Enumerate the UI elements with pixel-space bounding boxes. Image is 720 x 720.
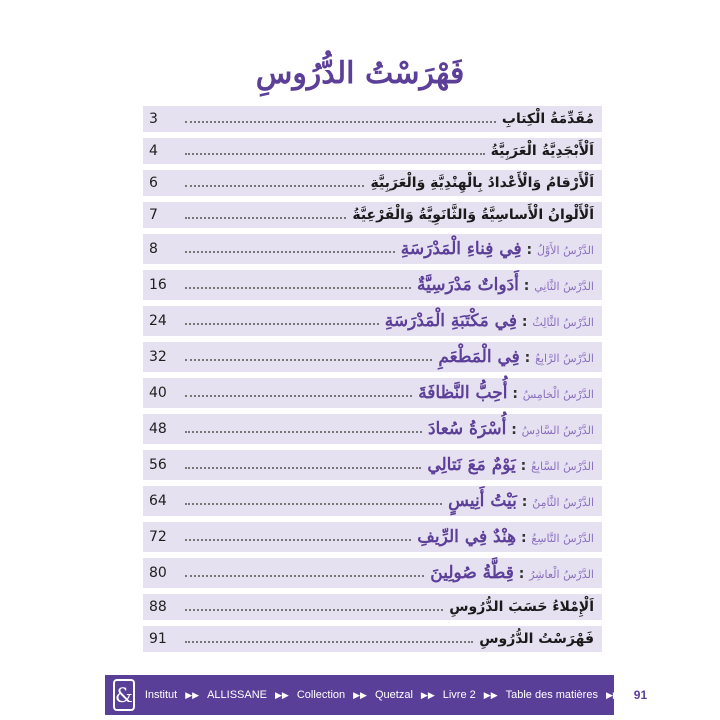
page-number: 88 [149, 599, 167, 615]
page-number: 56 [149, 457, 167, 473]
dot-leader [185, 493, 442, 505]
toc-row-lesson[interactable] [143, 522, 602, 552]
separator: : [521, 494, 528, 510]
lesson-label: الدَّرْسُ الثَّالِثُ [532, 316, 594, 329]
dot-leader [185, 111, 496, 123]
page-number: 64 [149, 493, 167, 509]
separator: : [523, 278, 530, 294]
page-number: 72 [149, 529, 167, 545]
lesson-label: الدَّرْسُ الْعاشِرُ [529, 568, 594, 581]
page-number: 32 [149, 349, 167, 365]
lesson-title: فِي مَكْتَبَةِ الْمَدْرَسَةِ [384, 311, 517, 331]
toc-row[interactable] [143, 138, 602, 164]
lesson-label: الدَّرْسُ الثَّامِنُ [532, 496, 594, 509]
lesson-entry [385, 311, 602, 331]
lesson-entry [448, 491, 602, 511]
footer-breadcrumb [145, 689, 620, 701]
lesson-title: أَدَواتٌ مَدْرَسِيَّةٌ [417, 275, 519, 295]
footer-item: Livre 2 [442, 689, 476, 701]
toc-row-lesson[interactable] [143, 378, 602, 408]
dot-leader [185, 599, 443, 611]
lesson-title: هِنْدٌ فِي الرِّيفِ [417, 527, 517, 547]
lesson-entry [438, 347, 602, 367]
toc-row-lesson[interactable] [143, 450, 602, 480]
footer-item: Table des matières [505, 689, 598, 701]
lesson-title: فِي فِناءِ الْمَدْرَسَةِ [400, 239, 522, 259]
footer-bar [105, 675, 648, 715]
toc-row[interactable] [143, 170, 602, 196]
page-divider [620, 687, 622, 703]
page-number: 3 [149, 111, 158, 127]
dot-leader [185, 565, 424, 577]
toc-row-lesson[interactable] [143, 414, 602, 444]
lesson-label: الدَّرْسُ الْخامِسُ [522, 388, 594, 401]
lesson-label: الدَّرْسُ التَّاسِعُ [531, 532, 594, 545]
dot-leader [185, 457, 421, 469]
footer-item: Institut [144, 689, 178, 701]
dot-leader [185, 313, 379, 325]
footer-item: ALLISSANE [207, 689, 267, 701]
dot-leader [185, 349, 432, 361]
dot-leader [185, 175, 364, 187]
page-number: 91 [149, 631, 167, 647]
page-number: 6 [149, 175, 158, 191]
lesson-entry [418, 383, 602, 403]
double-play-arrow-icon: ▶▶ [605, 689, 620, 700]
dot-leader [185, 207, 346, 219]
page-number: 4 [149, 143, 158, 159]
double-play-arrow-icon: ▶▶ [274, 689, 289, 700]
page-number: 48 [149, 421, 167, 437]
page-number: 24 [149, 313, 167, 329]
footer-page-number: 91 [626, 686, 655, 704]
toc-row-lesson[interactable] [143, 486, 602, 516]
lesson-label: الدَّرْسُ السَّابِعُ [531, 460, 594, 473]
page-title: فَهْرَسْتُ الدُّرُوسِ [255, 56, 465, 91]
toc-row-lesson[interactable] [143, 558, 602, 588]
dot-leader [185, 143, 485, 155]
ampersand-logo-icon: & [113, 679, 135, 711]
lesson-label: الدَّرْسُ السَّادِسُ [521, 424, 594, 437]
toc-row-lesson[interactable] [143, 270, 602, 300]
separator: : [518, 566, 525, 582]
toc-row[interactable] [143, 106, 602, 132]
dot-leader [185, 631, 473, 643]
lesson-entry [430, 563, 602, 583]
dot-leader [185, 241, 395, 253]
entry-title: اَلْإِمْلاءُ حَسَبَ الدُّرُوسِ [449, 599, 594, 615]
separator: : [520, 458, 527, 474]
toc-row[interactable] [143, 594, 602, 620]
entry-title: اَلْأَبْجَدِيَّةُ الْعَرَبِيَّةُ [490, 143, 594, 159]
toc-row[interactable] [143, 626, 602, 652]
footer-page-box [620, 686, 655, 704]
entry-title: مُقَدِّمَةُ الْكِتابِ [501, 111, 594, 127]
footer-item: Quetzal [374, 689, 413, 701]
lesson-entry [417, 527, 602, 547]
page-number: 40 [149, 385, 167, 401]
page-number: 7 [149, 207, 158, 223]
lesson-title: فِي الْمَطْعَمِ [438, 347, 520, 367]
double-play-arrow-icon: ▶▶ [185, 689, 200, 700]
lesson-title: يَوْمٌ مَعَ نَتالِي [427, 455, 516, 475]
dot-leader [185, 277, 411, 289]
page-number: 8 [149, 241, 158, 257]
entry-title: اَلْأَلْوانُ الْأَساسِيَّةُ وَالثَّانَوِيَّةُ وَالْفَرْعِيَّةُ [352, 207, 594, 223]
double-play-arrow-icon: ▶▶ [353, 689, 367, 700]
lesson-entry [401, 239, 602, 259]
lesson-entry [427, 455, 602, 475]
page-number: 16 [149, 277, 167, 293]
page-number: 80 [149, 565, 167, 581]
lesson-label: الدَّرْسُ الثَّانِي [534, 280, 594, 293]
table-of-contents [143, 106, 602, 658]
double-play-arrow-icon: ▶▶ [483, 689, 498, 700]
double-play-arrow-icon: ▶▶ [420, 689, 435, 700]
dot-leader [185, 421, 422, 433]
separator: : [520, 530, 527, 546]
dot-leader [185, 529, 411, 541]
toc-row-lesson[interactable] [143, 306, 602, 336]
entry-title: اَلْأَرْقامُ وَالْأَعْدادُ بِالْهِنْدِيَّةِ وَالْعَرَبِيَّةِ [370, 175, 594, 191]
separator: : [512, 386, 518, 402]
toc-row-lesson[interactable] [143, 342, 602, 372]
lesson-entry [428, 419, 602, 439]
separator: : [524, 350, 531, 366]
lesson-title: أُسْرَةُ سُعادَ [427, 419, 507, 439]
lesson-label: الدَّرْسُ الأَوَّلُ [536, 244, 594, 257]
toc-row[interactable] [143, 202, 602, 228]
lesson-title: قِطَّةُ صُولِينَ [430, 563, 514, 583]
footer-item: Collection [296, 689, 346, 701]
toc-row-lesson[interactable] [143, 234, 602, 264]
lesson-title: أُحِبُّ النَّظافَةَ [418, 383, 508, 403]
dot-leader [185, 385, 412, 397]
lesson-entry [417, 275, 602, 295]
entry-title: فَهْرَسْتُ الدُّرُوسِ [479, 631, 594, 647]
separator: : [521, 314, 528, 330]
separator: : [511, 422, 517, 438]
separator: : [526, 242, 533, 258]
lesson-title: بَيْتُ أَنِيسٍ [448, 491, 517, 511]
lesson-label: الدَّرْسُ الرَّابِعُ [535, 352, 594, 365]
